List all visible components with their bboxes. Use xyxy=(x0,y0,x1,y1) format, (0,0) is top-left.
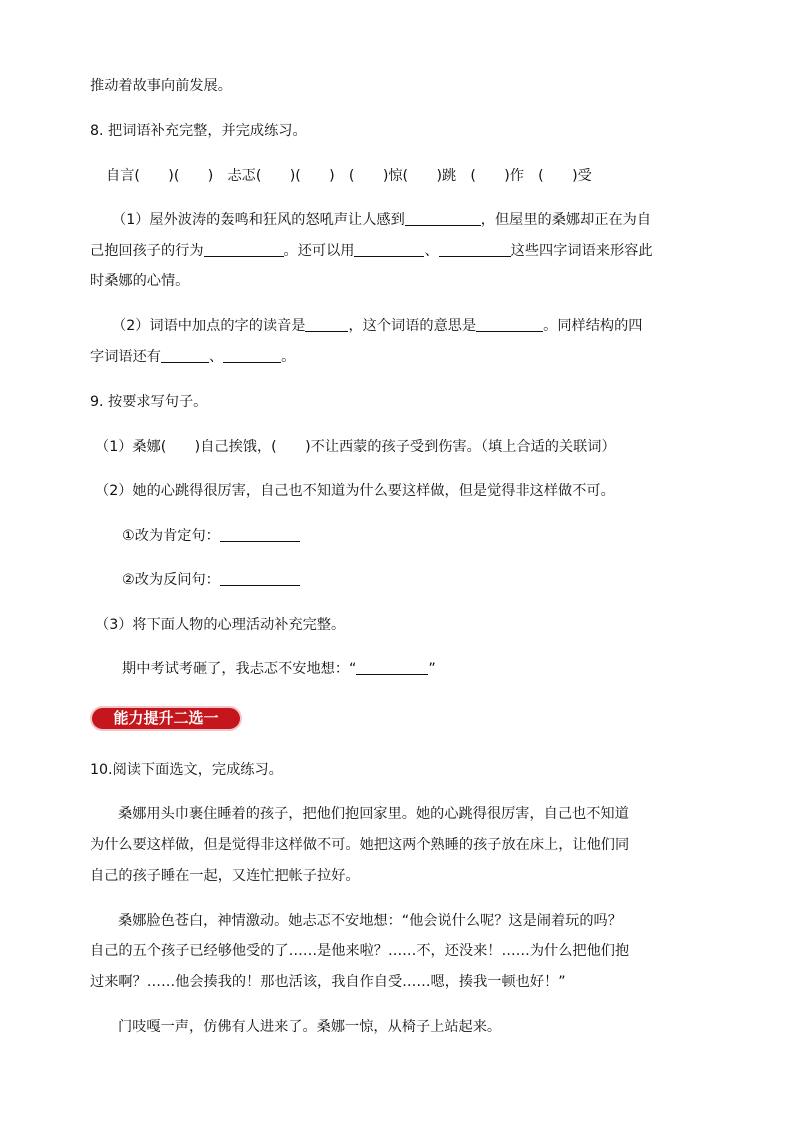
passage-line: 门吱嘎一声，仿佛有人进来了。桑娜一惊，从椅子上站起来。 xyxy=(118,1019,502,1035)
blank[interactable] xyxy=(476,317,543,332)
blank[interactable] xyxy=(161,348,209,363)
question-9-part-2b: ②改为反问句： xyxy=(122,570,300,590)
passage-line: 桑娜脸色苍白，神情激动。她忐忑不安地想：“他会说什么呢？这是闹着玩的吗？ xyxy=(118,913,622,929)
question-9-part-2a: ①改为肯定句： xyxy=(122,526,300,546)
passage-line: 过来啊？……他会揍我的！那也活该，我自作自受……嗯，揍我一顿也好！” xyxy=(90,974,566,990)
question-9-part-2: （2）她的心跳得很厉害，自己也不知道为什么要这样做，但是觉得非这样做不可。 xyxy=(95,483,615,499)
passage-line: 桑娜用头巾裹住睡着的孩子，把他们抱回家里。她的心跳得很厉害，自己也不知道 xyxy=(118,806,629,822)
blank[interactable] xyxy=(354,242,424,257)
blank[interactable] xyxy=(220,571,300,586)
blank[interactable] xyxy=(305,317,348,332)
passage-line: 自己的孩子睡在一起，又连忙把帐子拉好。 xyxy=(90,868,360,884)
question-8-words: 自言( )( ) 忐忑( )( ) ( )惊( )跳 ( )作 ( )受 xyxy=(106,168,592,184)
question-9-part-3a: 期中考试考砸了，我忐忑不安地想：“ ” xyxy=(122,661,436,677)
question-8-part-1-cont: 己抱回孩子的行为 。还可以用 、 这些四字词语来形容此 xyxy=(90,243,653,259)
section-badge: 能力提升二选一 xyxy=(90,706,242,731)
passage-line: 自己的五个孩子已经够他受的了……是他来啦？……不，还没来！……为什么把他们抱 xyxy=(90,943,630,959)
question-8-part-1-end: 时桑娜的心情。 xyxy=(90,273,190,289)
blank[interactable] xyxy=(220,527,300,542)
blank[interactable] xyxy=(439,242,511,257)
blank[interactable] xyxy=(223,348,281,363)
question-9-part-1: （1）桑娜( )自己挨饿，( )不让西蒙的孩子受到伤害。（填上合适的关联词） xyxy=(95,439,616,455)
question-8-part-2: （2）词语中加点的字的读音是 ，这个词语的意思是 。同样结构的四 xyxy=(112,318,643,334)
blank[interactable] xyxy=(405,211,481,226)
text-line: 推动着故事向前发展。 xyxy=(90,78,232,94)
question-9-title: 9. 按要求写句子。 xyxy=(90,394,208,410)
question-9-part-3: （3）将下面人物的心理活动补充完整。 xyxy=(95,617,346,633)
question-10-title: 10.阅读下面选文，完成练习。 xyxy=(90,762,283,778)
question-8-part-2-cont: 字词语还有 、 。 xyxy=(90,349,296,365)
question-8-title: 8. 把词语补充完整，并完成练习。 xyxy=(90,123,307,139)
question-8-part-1: （1）屋外波涛的轰鸣和狂风的怒吼声让人感到 ，但屋里的桑娜却正在为自 xyxy=(112,212,652,228)
passage-line: 为什么要这样做，但是觉得非这样做不可。她把这两个熟睡的孩子放在床上，让他们同 xyxy=(90,837,630,853)
blank[interactable] xyxy=(204,242,284,257)
blank[interactable] xyxy=(356,660,428,675)
